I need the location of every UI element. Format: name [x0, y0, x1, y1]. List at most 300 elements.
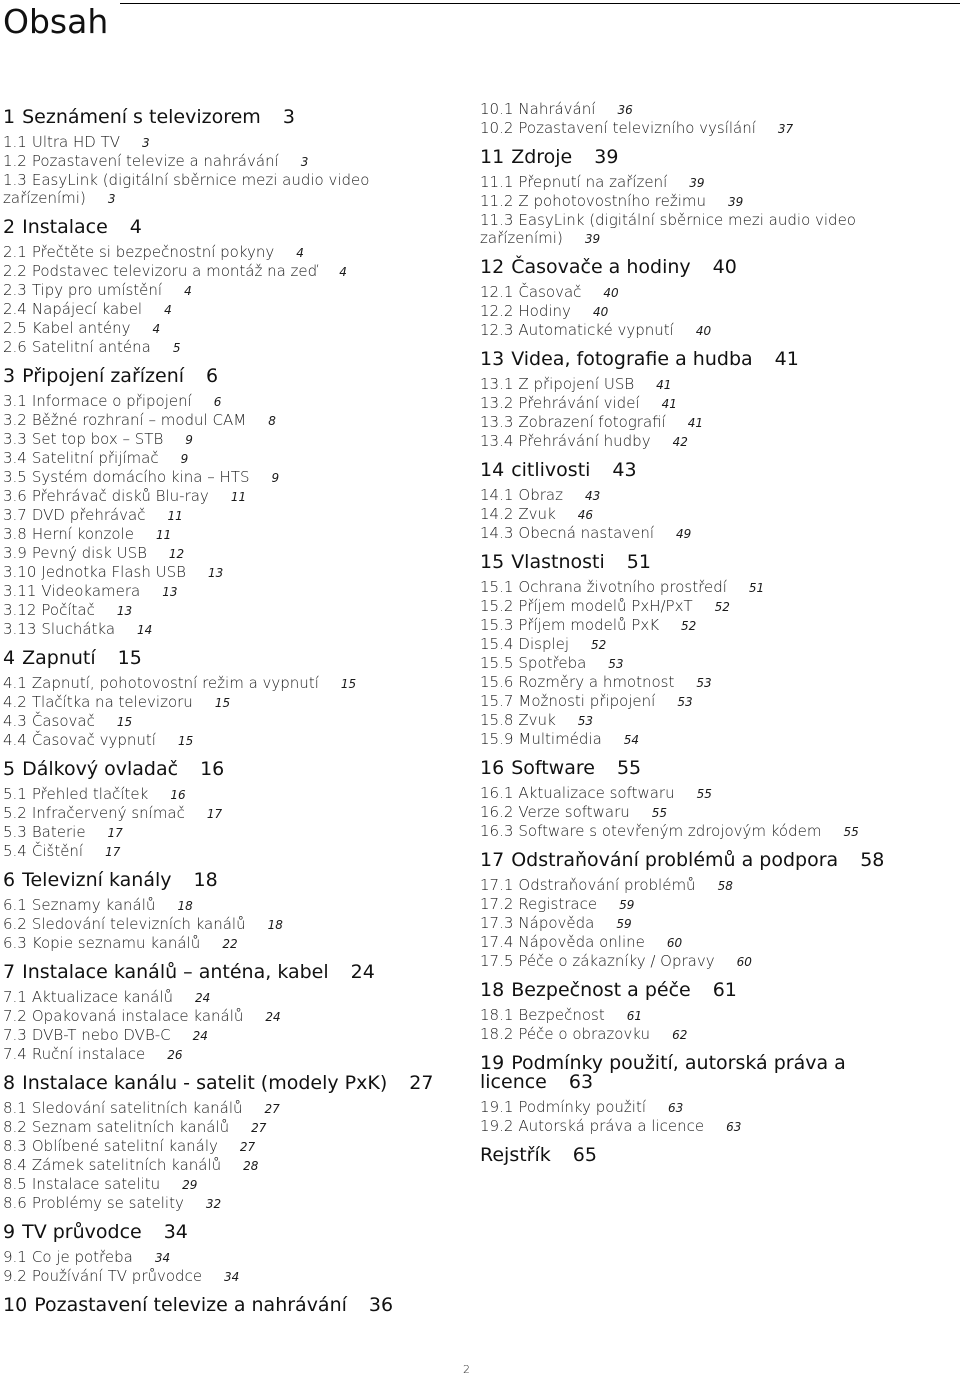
entry-title: Přehrávání hudby: [518, 432, 651, 450]
toc-entry[interactable]: [3, 582, 463, 601]
entry-page: 16: [170, 788, 186, 802]
toc-entry[interactable]: [3, 674, 463, 693]
chapter-number: 3: [3, 365, 16, 387]
entry-page: 24: [265, 1010, 281, 1024]
entry-title: Verze softwaru: [518, 803, 630, 821]
toc-entry[interactable]: [3, 152, 463, 171]
entry-page: 13: [116, 604, 133, 618]
toc-entry[interactable]: [480, 173, 940, 192]
chapter-heading[interactable]: [3, 649, 463, 668]
chapter-number: 12: [480, 256, 505, 278]
chapter-page: 55: [616, 757, 642, 779]
toc-section: [480, 759, 940, 841]
toc-entry[interactable]: [3, 338, 463, 357]
toc-entry[interactable]: [3, 487, 463, 506]
chapter-heading[interactable]: [480, 461, 940, 480]
entry-page: 59: [616, 917, 632, 931]
entry-page: 53: [608, 657, 624, 671]
toc-entry[interactable]: [480, 211, 940, 248]
entry-title: Autorská práva a licence: [518, 1117, 705, 1135]
entry-page: 4: [296, 246, 304, 260]
toc-entry[interactable]: [3, 468, 463, 487]
chapter-heading[interactable]: [480, 258, 940, 277]
chapter-title: Odstraňování problémů a podpora: [511, 849, 839, 871]
toc-section: [480, 1146, 940, 1165]
entry-number: 17.1: [480, 876, 514, 894]
entry-title: Pozastavení televizního vysílání: [518, 119, 756, 137]
chapter-heading[interactable]: [480, 1146, 940, 1165]
chapter-heading[interactable]: [480, 350, 940, 369]
entry-number: 1.1: [3, 133, 27, 151]
toc-entry[interactable]: [3, 804, 463, 823]
entry-title: Satelitní přijímač: [31, 449, 159, 467]
entry-page: 4: [184, 284, 192, 298]
entry-page: 39: [728, 195, 744, 209]
entry-number: 3.4: [3, 449, 27, 467]
entry-number: 3.7: [3, 506, 27, 524]
toc-entry[interactable]: [480, 1025, 940, 1044]
toc-entry[interactable]: [480, 914, 940, 933]
chapter-title: Instalace kanálů – anténa, kabel: [22, 961, 329, 983]
toc-entry[interactable]: [480, 321, 940, 340]
toc-entry[interactable]: [3, 430, 463, 449]
toc-section: [3, 1074, 463, 1213]
chapter-title: Zdroje: [511, 146, 573, 168]
entry-title: Přepnutí na zařízení: [518, 173, 668, 191]
entry-title: Aktualizace softwaru: [518, 784, 675, 802]
toc-section: [480, 1054, 940, 1136]
toc-entry[interactable]: [3, 1248, 463, 1267]
chapter-page: 65: [572, 1144, 597, 1166]
entry-title: Časovač: [31, 712, 95, 730]
entry-page: 26: [167, 1048, 183, 1062]
entry-page: 54: [623, 733, 640, 747]
chapter-number: 6: [3, 869, 16, 891]
entry-number: 2.3: [3, 281, 27, 299]
entry-title: Hodiny: [518, 302, 571, 320]
toc-entry[interactable]: [480, 730, 940, 749]
entry-number: 3.1: [3, 392, 27, 410]
entry-page: 11: [167, 509, 183, 523]
entry-number: 13.2: [480, 394, 514, 412]
entry-title: Nahrávání: [518, 100, 596, 118]
chapter-page: 63: [568, 1071, 594, 1093]
entry-number: 12.3: [480, 321, 514, 339]
entry-title: Zvuk: [518, 711, 556, 729]
entry-number: 1.2: [3, 152, 27, 170]
toc-entry[interactable]: [480, 876, 940, 895]
entry-title: Z pohotovostního režimu: [518, 192, 706, 210]
entry-number: 7.3: [3, 1026, 27, 1044]
toc-entry[interactable]: [480, 578, 940, 597]
entry-title: Kabel antény: [31, 319, 131, 337]
toc-entry[interactable]: [480, 692, 940, 711]
chapter-page: 18: [193, 869, 218, 891]
toc-entry[interactable]: [3, 988, 463, 1007]
entry-title: Obraz: [518, 486, 563, 504]
entry-title: Možnosti připojení: [518, 692, 656, 710]
entry-page: 17: [107, 826, 123, 840]
entry-number: 8.3: [3, 1137, 27, 1155]
entry-number: 15.2: [480, 597, 514, 615]
toc-entry[interactable]: [480, 822, 940, 841]
entry-page: 55: [843, 825, 859, 839]
chapter-page: 16: [200, 758, 225, 780]
toc-section: [3, 649, 463, 750]
entry-page: 15: [214, 696, 231, 710]
entry-number: 2.1: [3, 243, 27, 261]
entry-number: 4.4: [3, 731, 27, 749]
chapter-number: 13: [480, 348, 505, 370]
entry-page: 40: [603, 286, 619, 300]
entry-title: Herní konzole: [31, 525, 134, 543]
toc-entry[interactable]: [3, 934, 463, 953]
entry-number: 16.2: [480, 803, 514, 821]
entry-title: Časovač vypnutí: [31, 731, 156, 749]
entry-page: 52: [591, 638, 607, 652]
chapter-page: 43: [612, 459, 637, 481]
entry-page: 15: [177, 734, 194, 748]
entry-number: 5.3: [3, 823, 27, 841]
chapter-heading[interactable]: [480, 851, 940, 870]
entry-page: 55: [651, 806, 668, 820]
toc-entry[interactable]: [3, 731, 463, 750]
entry-page: 40: [695, 324, 712, 338]
entry-number: 11.1: [480, 173, 514, 191]
toc-entry[interactable]: [3, 1026, 463, 1045]
toc-section: [3, 108, 463, 208]
entry-number: 4.1: [3, 674, 27, 692]
entry-title: Přehrávání videí: [518, 394, 640, 412]
entry-number: 10.2: [480, 119, 514, 137]
entry-number: 3.12: [3, 601, 37, 619]
chapter-heading[interactable]: [480, 981, 940, 1000]
toc-entry[interactable]: [480, 302, 940, 321]
entry-title: Obecná nastavení: [518, 524, 655, 542]
toc-section: [480, 553, 940, 749]
entry-number: 8.5: [3, 1175, 27, 1193]
toc-entry[interactable]: [3, 171, 463, 208]
chapter-page: 34: [163, 1221, 188, 1243]
entry-number: 8.4: [3, 1156, 27, 1174]
chapter-page: 39: [594, 146, 619, 168]
entry-number: 2.4: [3, 300, 27, 318]
chapter-heading[interactable]: [3, 963, 463, 982]
toc-entry[interactable]: [480, 100, 940, 119]
toc-entry[interactable]: [3, 1007, 463, 1026]
entry-number: 9.2: [3, 1267, 27, 1285]
toc-entry[interactable]: [480, 432, 940, 451]
chapter-heading[interactable]: [3, 108, 463, 127]
entry-title: Péče o zákazníky / Opravy: [518, 952, 715, 970]
entry-title: Zvuk: [518, 505, 556, 523]
entry-title: Tipy pro umístění: [31, 281, 163, 299]
toc-section: [480, 258, 940, 340]
entry-page: 3: [107, 192, 116, 206]
toc-entry[interactable]: [3, 896, 463, 915]
toc-entry[interactable]: [480, 933, 940, 952]
entry-number: 3.3: [3, 430, 27, 448]
entry-page: 22: [222, 937, 238, 951]
entry-page: 43: [584, 489, 601, 503]
entry-title: Péče o obrazovku: [518, 1025, 651, 1043]
toc-entry[interactable]: [3, 620, 463, 639]
toc-entry[interactable]: [3, 1099, 463, 1118]
toc-entry[interactable]: [3, 693, 463, 712]
entry-title: Časovač: [518, 283, 582, 301]
toc-entry[interactable]: [3, 411, 463, 430]
toc-entry[interactable]: [3, 544, 463, 563]
entry-title: Příjem modelů PxK: [518, 616, 660, 634]
entry-page: 18: [177, 899, 193, 913]
toc-entry[interactable]: [480, 394, 940, 413]
entry-page: 39: [689, 176, 705, 190]
entry-title: Systém domácího kina – HTS: [31, 468, 250, 486]
toc-section: [480, 100, 940, 138]
chapter-page: 27: [409, 1072, 434, 1094]
entry-page: 11: [156, 528, 172, 542]
toc-entry[interactable]: [480, 803, 940, 822]
toc-entry[interactable]: [3, 823, 463, 842]
toc-entry[interactable]: [480, 654, 940, 673]
entry-page: 40: [592, 305, 609, 319]
toc-section: [3, 963, 463, 1064]
entry-number: 3.11: [3, 582, 37, 600]
entry-number: 7.2: [3, 1007, 27, 1025]
toc-entry[interactable]: [3, 915, 463, 934]
toc-entry[interactable]: [480, 711, 940, 730]
chapter-heading[interactable]: [3, 871, 463, 890]
toc-entry[interactable]: [480, 192, 940, 211]
entry-page: 61: [626, 1009, 642, 1023]
toc-entry[interactable]: [3, 1045, 463, 1064]
toc-entry[interactable]: [3, 525, 463, 544]
entry-title: Sledování satelitních kanálů: [31, 1099, 243, 1117]
entry-number: 16.1: [480, 784, 514, 802]
entry-number: 11.3: [480, 211, 514, 229]
entry-title: Pevný disk USB: [31, 544, 147, 562]
entry-title: Příjem modelů PxH/PxT: [518, 597, 693, 615]
chapter-heading[interactable]: [480, 553, 940, 572]
chapter-heading[interactable]: [3, 218, 463, 237]
entry-page: 13: [162, 585, 178, 599]
chapter-heading[interactable]: [480, 148, 940, 167]
toc-section: [3, 218, 463, 357]
entry-number: 18.1: [480, 1006, 514, 1024]
entry-page: 41: [687, 416, 704, 430]
toc-entry[interactable]: [480, 505, 940, 524]
entry-number: 14.1: [480, 486, 514, 504]
entry-page: 15: [116, 715, 133, 729]
entry-number: 12.1: [480, 283, 514, 301]
entry-number: 15.1: [480, 578, 514, 596]
toc-entry[interactable]: [3, 319, 463, 338]
entry-page: 17: [206, 807, 223, 821]
entry-page: 14: [137, 623, 153, 637]
chapter-page: 58: [860, 849, 885, 871]
entry-number: 17.5: [480, 952, 514, 970]
entry-page: 63: [668, 1101, 684, 1115]
toc-entry[interactable]: [3, 262, 463, 281]
chapter-number: 11: [480, 146, 505, 168]
chapter-title: Bezpečnost a péče: [511, 979, 691, 1001]
entry-page: 5: [172, 341, 181, 355]
chapter-title: Časovače a hodiny: [511, 256, 691, 278]
entry-title: Jednotka Flash USB: [41, 563, 186, 581]
entry-number: 3.10: [3, 563, 37, 581]
entry-page: 60: [666, 936, 683, 950]
entry-title: Z připojení USB: [518, 375, 635, 393]
chapter-heading[interactable]: [3, 1296, 463, 1315]
chapter-page: 4: [129, 216, 142, 238]
entry-page: 53: [677, 695, 693, 709]
chapter-number: 9: [3, 1221, 16, 1243]
entry-page: 63: [726, 1120, 742, 1134]
toc-entry[interactable]: [3, 1137, 463, 1156]
entry-number: 3.13: [3, 620, 37, 638]
chapter-title: Televizní kanály: [22, 869, 172, 891]
toc-entry[interactable]: [3, 842, 463, 861]
page-number: 2: [463, 1363, 470, 1376]
entry-number: 9.1: [3, 1248, 27, 1266]
toc-entry[interactable]: [3, 1118, 463, 1137]
entry-page: 59: [619, 898, 635, 912]
entry-title: Automatické vypnutí: [518, 321, 674, 339]
toc-entry[interactable]: [480, 413, 940, 432]
chapter-heading[interactable]: [3, 760, 463, 779]
chapter-title: Software: [511, 757, 595, 779]
entry-title: Problémy se satelity: [31, 1194, 184, 1212]
chapter-number: 8: [3, 1072, 16, 1094]
entry-page: 12: [168, 547, 185, 561]
entry-number: 7.1: [3, 988, 27, 1006]
toc-section: [480, 350, 940, 451]
entry-page: 13: [207, 566, 224, 580]
entry-page: 27: [239, 1140, 256, 1154]
entry-number: 2.5: [3, 319, 27, 337]
toc-entry[interactable]: [480, 616, 940, 635]
entry-page: 17: [105, 845, 121, 859]
entry-page: 11: [230, 490, 247, 504]
entry-title: Registrace: [518, 895, 598, 913]
toc-entry[interactable]: [3, 243, 463, 262]
toc-entry[interactable]: [480, 597, 940, 616]
entry-title: Sledování televizních kanálů: [31, 915, 246, 933]
chapter-title: Připojení zařízení: [22, 365, 185, 387]
toc-entry[interactable]: [3, 1194, 463, 1213]
chapter-heading[interactable]: [3, 1074, 463, 1093]
entry-title: Informace o připojení: [31, 392, 192, 410]
toc-entry[interactable]: [3, 506, 463, 525]
toc-entry[interactable]: [480, 375, 940, 394]
entry-page: 39: [584, 232, 601, 246]
entry-page: 8: [268, 414, 276, 428]
entry-number: 5.1: [3, 785, 27, 803]
toc-left-column: [3, 108, 463, 1325]
entry-number: 15.3: [480, 616, 514, 634]
toc-entry[interactable]: [3, 1267, 463, 1286]
toc-entry[interactable]: [480, 635, 940, 654]
toc-entry[interactable]: [3, 785, 463, 804]
entry-title: Infračervený snímač: [31, 804, 185, 822]
toc-entry[interactable]: [480, 673, 940, 692]
entry-page: 52: [681, 619, 697, 633]
entry-title: Přečtěte si bezpečnostní pokyny: [31, 243, 275, 261]
entry-title: Rozměry a hmotnost: [518, 673, 675, 691]
chapter-page: 41: [774, 348, 799, 370]
toc-entry[interactable]: [480, 524, 940, 543]
entry-page: 55: [696, 787, 712, 801]
entry-page: 37: [777, 122, 794, 136]
chapter-page: 24: [350, 961, 375, 983]
entry-page: 41: [656, 378, 672, 392]
entry-title: Seznamy kanálů: [31, 896, 156, 914]
entry-page: 4: [164, 303, 172, 317]
entry-number: 2.2: [3, 262, 27, 280]
entry-title: Zapnutí, pohotovostní režim a vypnutí: [31, 674, 319, 692]
chapter-heading[interactable]: [3, 367, 463, 386]
toc-section: [3, 1223, 463, 1286]
chapter-number: 1: [3, 106, 16, 128]
toc-entry[interactable]: [480, 1006, 940, 1025]
entry-title: Pozastavení televize a nahrávání: [31, 152, 279, 170]
entry-title: Ruční instalace: [31, 1045, 146, 1063]
entry-title: EasyLink (digitální sběrnice mezi audio video zařízeními): [3, 171, 370, 207]
toc-entry[interactable]: [480, 283, 940, 302]
entry-number: 15.4: [480, 635, 514, 653]
entry-number: 4.3: [3, 712, 27, 730]
chapter-number: 2: [3, 216, 16, 238]
toc-entry[interactable]: [480, 895, 940, 914]
toc-entry[interactable]: [480, 119, 940, 138]
toc-entry[interactable]: [3, 601, 463, 620]
toc-entry[interactable]: [3, 1175, 463, 1194]
toc-entry[interactable]: [480, 784, 940, 803]
entry-title: Spotřeba: [518, 654, 587, 672]
chapter-heading[interactable]: [3, 1223, 463, 1242]
toc-entry[interactable]: [480, 1117, 940, 1136]
entry-page: 18: [267, 918, 283, 932]
entry-number: 8.1: [3, 1099, 27, 1117]
toc-entry[interactable]: [480, 1098, 940, 1117]
entry-number: 6.1: [3, 896, 27, 914]
toc-entry[interactable]: [3, 133, 463, 152]
toc-entry[interactable]: [480, 486, 940, 505]
chapter-number: 14: [480, 459, 505, 481]
toc-entry[interactable]: [3, 1156, 463, 1175]
toc-entry[interactable]: [3, 300, 463, 319]
entry-number: 12.2: [480, 302, 514, 320]
toc-entry[interactable]: [480, 952, 940, 971]
chapter-number: 16: [480, 757, 505, 779]
entry-title: Počítač: [41, 601, 95, 619]
entry-number: 17.2: [480, 895, 514, 913]
entry-page: 53: [577, 714, 594, 728]
toc-entry[interactable]: [3, 281, 463, 300]
toc-entry[interactable]: [3, 712, 463, 731]
chapter-page: 15: [117, 647, 142, 669]
entry-title: Multimédia: [518, 730, 602, 748]
toc-section: [3, 871, 463, 953]
entry-title: Bezpečnost: [518, 1006, 605, 1024]
chapter-heading[interactable]: [480, 759, 940, 778]
entry-number: 15.7: [480, 692, 514, 710]
toc-entry[interactable]: [3, 392, 463, 411]
toc-entry[interactable]: [3, 449, 463, 468]
chapter-heading[interactable]: [480, 1054, 940, 1092]
toc-entry[interactable]: [3, 563, 463, 582]
entry-title: Podstavec televizoru a montáž na zeď: [31, 262, 318, 280]
